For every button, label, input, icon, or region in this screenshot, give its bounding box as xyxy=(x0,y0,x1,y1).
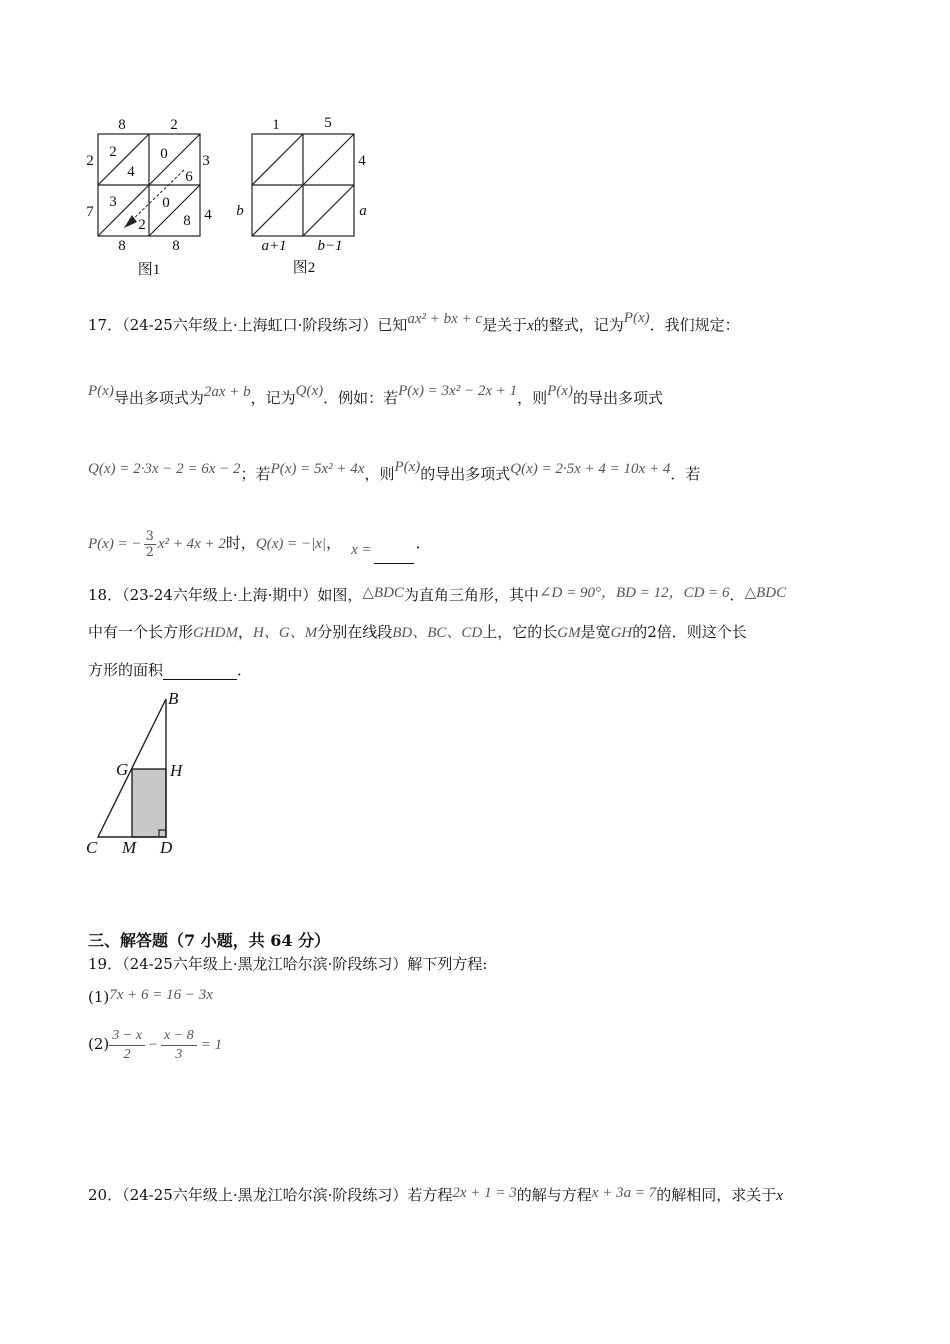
label-m: M xyxy=(122,838,137,857)
q18-expr-2: ∠D = 90°，BD = 12，CD = 6 xyxy=(538,585,730,601)
q19-minus: − xyxy=(147,1037,159,1053)
q19-line-1 xyxy=(88,954,487,974)
fig2-top-1: 1 xyxy=(272,117,280,133)
question-20 xyxy=(88,1185,783,1206)
q17-fraction xyxy=(144,529,156,560)
fig2-caption: 图2 xyxy=(292,260,316,276)
q20-expr-1: 2x + 1 = 3 xyxy=(452,1185,517,1201)
q17-expr-9: P(x) = 5x² + 4x xyxy=(270,461,365,477)
q18-source: （23-24六年级上·上海·期中）如图， xyxy=(122,586,363,604)
q18-answer-blank[interactable] xyxy=(163,661,237,680)
q17-expr-8: Q(x) = 2·3x − 2 = 6x − 2 xyxy=(88,461,241,477)
q18-text-6: 上，它的长 xyxy=(482,623,558,641)
fig2-top-2: 5 xyxy=(324,115,332,131)
section-3-title: 三、解答题（7 小题，共 64 分） xyxy=(88,931,331,950)
q19-part-1 xyxy=(88,987,213,1008)
q17-line-4 xyxy=(88,523,431,563)
figure-1-lattice xyxy=(80,112,220,282)
fig1-cell-3b: 2 xyxy=(138,217,146,233)
fig1-cell-4a: 0 xyxy=(162,195,170,211)
fig2-bottom-1: a+1 xyxy=(261,238,287,254)
label-c: C xyxy=(86,838,98,857)
fig1-bottom-2: 8 xyxy=(172,238,180,254)
q19-source: （24-25六年级上·黑龙江哈尔滨·阶段练习）解下列方程: xyxy=(122,955,488,973)
label-d: D xyxy=(160,838,173,857)
fig1-cell-4b: 8 xyxy=(183,213,191,229)
q18-text-8: 的2倍．则这个长 xyxy=(632,623,747,641)
q18-line-1 xyxy=(88,585,786,606)
q19-rhs: = 1 xyxy=(200,1037,223,1053)
fig2-right-1: 4 xyxy=(358,153,366,169)
q19-part-2 xyxy=(88,1022,222,1066)
q18-text-1: 为直角三角形，其中 xyxy=(403,586,539,604)
q17-expr-12b: x² + 4x + 2 xyxy=(157,536,226,552)
q17-text-2: 的整式，记为 xyxy=(533,316,624,334)
q17-text-13: 时， xyxy=(225,534,256,552)
q17-expr-14: x = xyxy=(351,542,372,558)
q18-text-2: ． xyxy=(729,586,745,604)
q19-fraction-1 xyxy=(109,1027,145,1064)
fig1-left-2: 7 xyxy=(86,204,94,220)
q19-frac2-den: 3 xyxy=(175,1046,183,1062)
q18-expr-1: △BDC xyxy=(362,585,404,601)
q18-expr-4: GHDM xyxy=(193,625,239,641)
q19-frac2-num: x − 8 xyxy=(161,1027,197,1046)
q19-part-2-label: (2) xyxy=(88,1035,110,1053)
q18-text-9: 方形的面积 xyxy=(88,661,164,679)
q17-frac-den: 2 xyxy=(145,544,154,560)
q19-part-1-label: (1) xyxy=(88,988,110,1006)
fig2-bottom-2: b−1 xyxy=(317,238,343,254)
fig1-cell-2a: 0 xyxy=(160,146,168,162)
q18-expr-8: GH xyxy=(610,625,633,641)
fig1-top-1: 8 xyxy=(118,117,126,133)
q17-expr-13: Q(x) = −|x| xyxy=(255,536,327,552)
q20-expr-2: x + 3a = 7 xyxy=(591,1185,657,1201)
q19-fraction-2 xyxy=(161,1027,197,1064)
q17-expr-12a: P(x) = − xyxy=(88,536,142,552)
q17-expr-5: Q(x) xyxy=(295,383,324,399)
fig2-left: b xyxy=(236,203,244,219)
q18-text-5: 分别在线段 xyxy=(317,623,393,641)
q20-number: 20． xyxy=(88,1186,123,1204)
q17-text-3: ．我们规定： xyxy=(649,316,740,334)
q17-text-12: ．若 xyxy=(670,465,701,483)
q20-text-2: 的解相同，求关于 xyxy=(656,1186,777,1204)
q18-expr-3: △BDC xyxy=(744,585,787,601)
q18-line-2 xyxy=(88,622,747,643)
q17-expr-1: ax² + bx + c xyxy=(407,311,483,327)
q20-source: （24-25六年级上·黑龙江哈尔滨·阶段练习）若方程 xyxy=(122,1186,453,1204)
fig1-cell-3a: 3 xyxy=(109,194,117,210)
fig1-left-1: 2 xyxy=(86,153,94,169)
label-g: G xyxy=(116,760,129,779)
q19-frac1-den: 2 xyxy=(123,1046,131,1062)
figure-triangle-bdc xyxy=(80,685,200,860)
q18-text-3: 中有一个长方形 xyxy=(88,623,194,641)
q17-text-7: ，则 xyxy=(517,389,548,407)
q18-expr-7: GM xyxy=(557,625,581,641)
fig1-bottom-1: 8 xyxy=(118,238,126,254)
q19-frac1-num: 3 − x xyxy=(109,1027,145,1046)
q17-expr-2: P(x) xyxy=(623,310,650,326)
q17-text-6: ．例如：若 xyxy=(323,389,399,407)
q17-text-14: ， xyxy=(326,534,342,552)
q17-line-1 xyxy=(88,310,740,336)
q17-text-4: 导出多项式为 xyxy=(113,389,204,407)
q20-var-x: x xyxy=(776,1188,783,1204)
q17-expr-11: Q(x) = 2·5x + 4 = 10x + 4 xyxy=(510,461,671,477)
q17-text-15: ． xyxy=(415,534,431,552)
q18-number: 18． xyxy=(88,586,123,604)
fig2-right-2: a xyxy=(359,203,367,219)
q17-line-3 xyxy=(88,459,701,485)
q19-number: 19． xyxy=(88,955,123,973)
q17-text-5: ，记为 xyxy=(250,389,296,407)
q17-text-9: ；若 xyxy=(240,465,271,483)
q17-text-8: 的导出多项式 xyxy=(572,389,663,407)
fig1-right-1: 3 xyxy=(202,153,210,169)
q18-text-4: ， xyxy=(238,623,254,641)
q18-expr-6: BD、BC、CD xyxy=(392,625,483,641)
fig1-cell-1a: 2 xyxy=(109,144,117,160)
q19-part-1-equation: 7x + 6 = 16 − 3x xyxy=(109,987,213,1003)
label-b: B xyxy=(168,689,179,708)
q17-frac-num: 3 xyxy=(145,528,154,544)
q17-var-x: x xyxy=(527,318,534,334)
q18-text-10: ． xyxy=(237,661,253,679)
q18-line-3 xyxy=(88,660,252,680)
q17-number: 17． xyxy=(88,316,123,334)
fig1-top-2: 2 xyxy=(170,117,178,133)
q17-expr-3: P(x) xyxy=(88,383,114,399)
fig1-caption: 图1 xyxy=(137,262,161,278)
q17-expr-4: 2ax + b xyxy=(203,384,251,400)
q18-text-7: 是宽 xyxy=(580,623,611,641)
q17-text-1: 是关于 xyxy=(482,316,528,334)
label-h: H xyxy=(170,761,183,780)
fig1-cell-2b: 6 xyxy=(185,169,193,185)
q20-text-1: 的解与方程 xyxy=(516,1186,592,1204)
q17-source: （24-25六年级上·上海虹口·阶段练习）已知 xyxy=(122,316,408,334)
q17-line-2 xyxy=(88,383,663,409)
q17-answer-blank[interactable] xyxy=(374,537,414,564)
q17-expr-10: P(x) xyxy=(394,459,421,475)
q18-expr-5: H、G、M xyxy=(253,625,318,641)
q17-expr-7: P(x) xyxy=(547,383,573,399)
fig1-right-2: 4 xyxy=(204,207,212,223)
figure-2-lattice xyxy=(228,112,388,282)
q17-text-10: ，则 xyxy=(364,465,395,483)
rectangle-ghdm xyxy=(132,769,166,837)
fig1-cell-1b: 4 xyxy=(127,164,135,180)
q17-expr-6: P(x) = 3x² − 2x + 1 xyxy=(398,383,518,399)
q17-text-11: 的导出多项式 xyxy=(420,465,511,483)
